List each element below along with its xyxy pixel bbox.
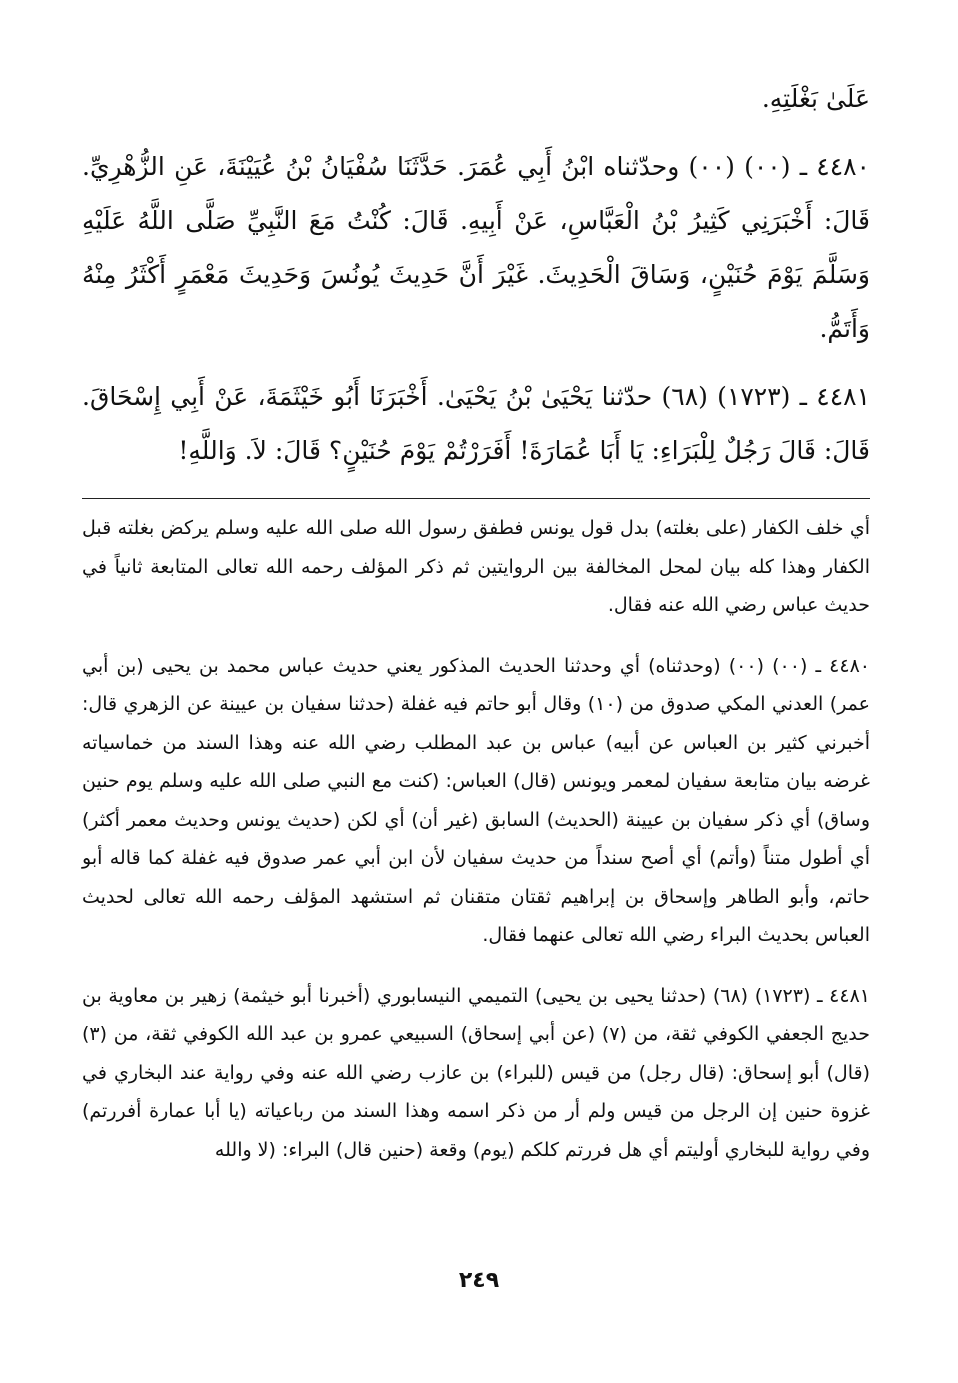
page-content bbox=[82, 72, 870, 1169]
hadith-4481: ٤٤٨١ ـ (١٧٢٣) (٦٨) حدّثنا يَحْيَىٰ بْنُ يَحْيَىٰ. أَخْبَرَنَا أَبُو خَيْثَمَةَ، عَنْ أَبِي إِسْحَاقَ. قَالَ: قَالَ رَجُلٌ لِلْبَرَاءِ: يَا أَبَا عُمَارَةَ! أَفَرَرْتُمْ يَوْمَ حُنَيْنٍ؟ قَالَ: لاَ. وَاللَّهِ! bbox=[82, 382, 870, 465]
commentary-paragraph-4480: ٤٤٨٠ ـ (٠٠) (٠٠) (وحدثناه) أي وحدثنا الحديث المذكور يعني حديث عباس محمد بن يحيى (بن أبي عمر) العدني المكي صدوق من (١٠) وقال أبو حاتم فيه غفلة (حدثنا سفيان بن عيينة عن الزهري قال: أخبرني كثير بن العباس عن أبيه) عباس بن عبد المطلب رضي الله عنه وهذا السند من خماسياته غرضه بيان متابعة سفيان لمعمر ويونس (قال) العباس: (كنت مع النبي صلى الله عليه وسلم يوم حنين وساق) أي ذكر سفيان بن عيينة (الحديث) السابق (غير أن) أي لكن (حديث يونس وحديث معمر أكثر) أي أطول متناً (وأتم) أي أصح سنداً من حديث سفيان لأن ابن أبي عمر صدوق فيه غفلة كما قاله أبو حاتم، وأبو الطاهر وإسحاق بن إبراهيم ثقتان متقنان ثم استشهد المؤلف رحمه الله تعالى لحديث العباس بحديث البراء رضي الله تعالى عنهما فقال. bbox=[82, 654, 870, 946]
footnote-divider bbox=[82, 498, 870, 499]
page-number: ٢٤٩ bbox=[458, 1268, 500, 1293]
commentary-paragraph-4481: ٤٤٨١ ـ (١٧٢٣) (٦٨) (حدثنا يحيى بن يحيى) التميمي النيسابوري (أخبرنا أبو خيثمة) زهير بن معاوية بن حديج الجعفي الكوفي ثقة، من (٧) (عن أبي إسحاق) السبيعي عمرو بن عبد الله الكوفي ثقة، من (٣) (قال) أبو إسحاق: (قال رجل) من قيس (للبراء) بن عازب رضي الله عنه وفي رواية عند البخاري في غزوة حنين إن الرجل من قيس ولم أر من ذكر اسمه وهذا السند من رباعياته (يا أبا عمارة أفررتم) وفي رواية للبخاري أوليتم أي هل فررتم كلكم (يوم) وقعة (حنين قال) البراء: (لا والله bbox=[82, 984, 870, 1161]
hadith-4480: ٤٤٨٠ ـ (٠٠) (٠٠) وحدّثناه ابْنُ أَبِي عُمَرَ. حَدَّثَنَا سُفْيَانُ بْنُ عُيَيْنَةَ، عَنِ الزُّهْرِيِّ. قَالَ: أَخْبَرَنِي كَثِيرُ بْنُ الْعَبَّاسِ، عَنْ أَبِيهِ. قَالَ: كُنْتُ مَعَ النَّبِيِّ صَلَّى اللَّهُ عَلَيْهِ وَسَلَّمَ يَوْمَ حُنَيْنٍ، وَسَاقَ الْحَدِيثَ. غَيْرَ أَنَّ حَدِيثَ يُونُسَ وَحَدِيثَ مَعْمَرٍ أَكْثَرُ مِنْهُ وَأَتَمُّ. bbox=[82, 152, 870, 343]
hadith-text-section bbox=[82, 72, 870, 478]
hadith-continuation: عَلَىٰ بَغْلَتِهِ. bbox=[761, 84, 870, 113]
commentary-paragraph: أي خلف الكفار (على بغلته) بدل قول يونس فطفق رسول الله صلى الله عليه وسلم يركض بغلته قبل الكفار وهذا كله بيان لمحل المخالفة بين الروايتين ثم ذكر المؤلف رحمه الله تعالى المتابعة ثانياً في حديث عباس رضي الله عنه فقال. bbox=[82, 517, 870, 616]
commentary-section bbox=[82, 509, 870, 1169]
